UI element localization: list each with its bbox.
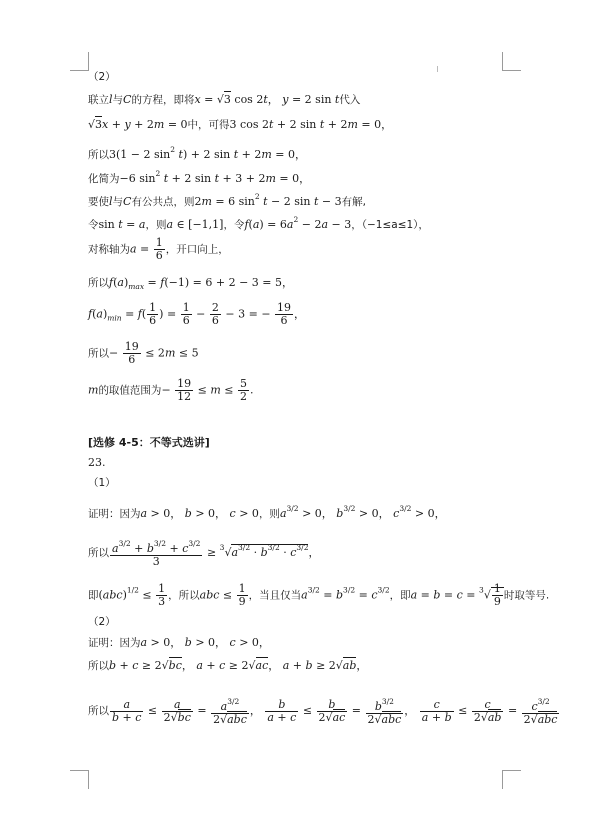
line-4: 化简为−6 $\sin^2 t + 2$ sin t + 3 + 2m = 0， xyxy=(88,169,311,185)
proof1-line-3: 即(abc)$^{1/2}$ ≤ $\frac{1}{3}$ ，所以abc ≤ $\frac{1}{9}$ ，当且仅当$a^{3/2} = b^{3/2} = c^{3/2}$，即a = b = c = $^3$√ $\frac{1}{9}$ 时取等号. xyxy=(88,582,550,608)
proof2-line-1: 证明：因为a > 0， b > 0， c > 0， xyxy=(88,636,270,649)
line-8: 所以$f(a)_{max} = f(-1) = 6 + 2 - 3 = 5$， xyxy=(88,276,293,291)
line-9: $f(a)_{min} = f$( $\frac{1}{6}$ ) = $\frac{1}{6}$ − $\frac{2}{6}$ − 3 = − $\frac{19}{6}$ ， xyxy=(88,301,306,327)
line-3: 所以3(1 − 2 $\sin^2 t) + 2$ sin t + 2m = 0， xyxy=(88,145,306,161)
part2-label: （2） xyxy=(88,71,116,83)
part2b-label: （2） xyxy=(88,616,116,628)
line-2: √3x + y + 2m = 0中，可得3 cos 2t + 2 sin t + 2m = 0， xyxy=(88,118,393,131)
line-10: 所以− $\frac{19}{6}$ ≤ 2m ≤ 5 xyxy=(88,340,199,366)
crop-mark-bottom-right xyxy=(502,770,521,789)
proof1-line-2: 所以 $\frac{a^{3/2} + b^{3/2} + c^{3/2}}{3}$ ≥ $^3√a^{3/2} \cdot b^{3/2} \cdot c^{3/2}$， xyxy=(88,539,320,568)
line-7: 对称轴为a = $\frac{1}{6}$ ，开口向上， xyxy=(88,236,229,262)
crop-mark-top-right xyxy=(502,52,521,71)
line-1: 联立l与C的方程，即将x = √3 cos 2t， y = 2 sin t代入 xyxy=(88,93,361,106)
part1-label: （1） xyxy=(88,477,116,489)
crop-mark-top-left xyxy=(70,52,89,71)
proof2-line-3: 所以 $\frac{a}{b + c}$ ≤ $\frac{a}{2√bc}$ = $\frac{a^{3/2}}{\text{2√abc}}$ ， $\frac{b}{a + c}$ ≤ $\frac{b}{2√ac}$ = $\frac{b^{3/2}}{\text{2√abc}}$ ， $\frac{c}{a + b}$ ≤ $\frac{c}{2√ab}$ = $\frac{c^{3/2}}{\text{2√abc}}$ xyxy=(88,697,558,726)
page-tick-mark xyxy=(437,66,438,72)
line-11: m的取值范围为− $\frac{19}{12}$ ≤ m ≤ $\frac{5}{2}$ . xyxy=(88,377,254,403)
line-5: 要使l与C有公共点，则2m = 6 $\sin^2 t - 2$ sin t − 3有解, xyxy=(88,192,366,208)
crop-mark-bottom-left xyxy=(70,770,89,789)
question-number: 23. xyxy=(88,456,106,469)
proof2-line-2: 所以b + c ≥ 2√bc， a + c ≥ 2√ac， a + b ≥ 2√ab， xyxy=(88,659,368,672)
proof1-line-1: 证明：因为a > 0， b > 0， c > 0，则$a^{3/2} > 0$， $b^{3/2} > 0$， $c^{3/2} > 0$， xyxy=(88,504,446,520)
section-title: [选修 4-5：不等式选讲] xyxy=(88,436,210,449)
line-6: 令sin t = a，则a ∈ [−1,1]，令$f(a) = 6a^2 - 2a - 3$，（−1≤a≤1）， xyxy=(88,215,429,231)
